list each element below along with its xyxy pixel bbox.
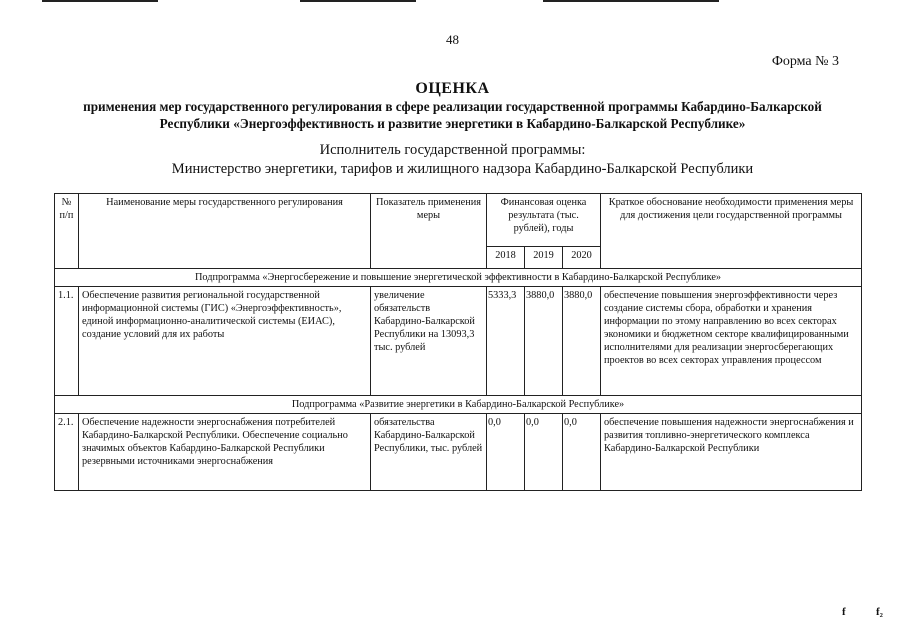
- document-subtitle: применения мер государственного регулирования в сфере реализации государственной программы Кабардино-Балкарской Республики «Энергоэффективность и развитие энергетики в Кабардино-Балкарской Республике»: [83, 99, 822, 131]
- header-measure: Наименование меры государственного регулирования: [79, 194, 371, 269]
- regulation-table: [54, 193, 862, 491]
- page-number: 48: [446, 32, 459, 47]
- row-number: 1.1.: [55, 287, 79, 396]
- row-value-2018: 0,0: [487, 414, 525, 491]
- row-value-2020: 0,0: [563, 414, 601, 491]
- header-financial: Финансовая оценка результата (тыс. рублей), годы: [487, 194, 601, 247]
- corner-mark: f₂: [876, 606, 883, 618]
- table-row: [55, 414, 862, 491]
- scan-edge-line: [543, 0, 719, 2]
- row-measure: Обеспечение развития региональной государственной информационной системы (ГИС) «Энергоэффективность», единой информационно-аналитической системы (ЕИАС), создание условий для их работы: [79, 287, 371, 396]
- scan-edge-line: [300, 0, 416, 2]
- row-measure: Обеспечение надежности энергоснабжения потребителей Кабардино-Балкарской Республики. Обеспечение социально значимых объектов Кабардино-Балкарской Республики резервными источниками энергоснабжения: [79, 414, 371, 491]
- header-num: № п/п: [55, 194, 79, 269]
- executor-label: Исполнитель государственной программы:: [319, 142, 586, 158]
- row-value-2019: 0,0: [525, 414, 563, 491]
- table-row: [55, 287, 862, 396]
- header-indicator: Показатель применения меры: [371, 194, 487, 269]
- row-justification: обеспечение повышения надежности энергоснабжения и развития топливно-энергетического комплекса Кабардино-Балкарской Республики: [601, 414, 862, 491]
- header-year: 2018: [487, 247, 525, 269]
- subprogram-title: Подпрограмма «Энергосбережение и повышение энергетической эффективности в Кабардино-Балкарской Республике»: [55, 269, 862, 287]
- header-year: 2020: [563, 247, 601, 269]
- row-justification: обеспечение повышения энергоэффективности через создание системы сбора, обработки и хранения информации по этому направлению во всех секторах экономики и бюджетном секторе квалифицированными исполнителями для реализации энергосберегающих проектов во всех секторах управления процессом: [601, 287, 862, 396]
- subprogram-row: [55, 269, 862, 287]
- subprogram-row: [55, 396, 862, 414]
- document-title: ОЦЕНКА: [415, 80, 490, 97]
- form-label: Форма № 3: [771, 54, 839, 69]
- scan-edge-line: [42, 0, 158, 2]
- table-header-row: [55, 194, 862, 247]
- row-value-2020: 3880,0: [563, 287, 601, 396]
- row-value-2018: 5333,3: [487, 287, 525, 396]
- header-justification: Краткое обоснование необходимости применения меры для достижения цели государственной программы: [601, 194, 862, 269]
- row-indicator: увеличение обязательств Кабардино-Балкарской Республики на 13093,3 тыс. рублей: [371, 287, 487, 396]
- corner-mark: f: [842, 606, 846, 618]
- executor-name: Министерство энергетики, тарифов и жилищного надзора Кабардино-Балкарской Республики: [171, 161, 754, 177]
- row-number: 2.1.: [55, 414, 79, 491]
- header-year: 2019: [525, 247, 563, 269]
- subprogram-title: Подпрограмма «Развитие энергетики в Кабардино-Балкарской Республике»: [55, 396, 862, 414]
- row-value-2019: 3880,0: [525, 287, 563, 396]
- row-indicator: обязательства Кабардино-Балкарской Республики, тыс. рублей: [371, 414, 487, 491]
